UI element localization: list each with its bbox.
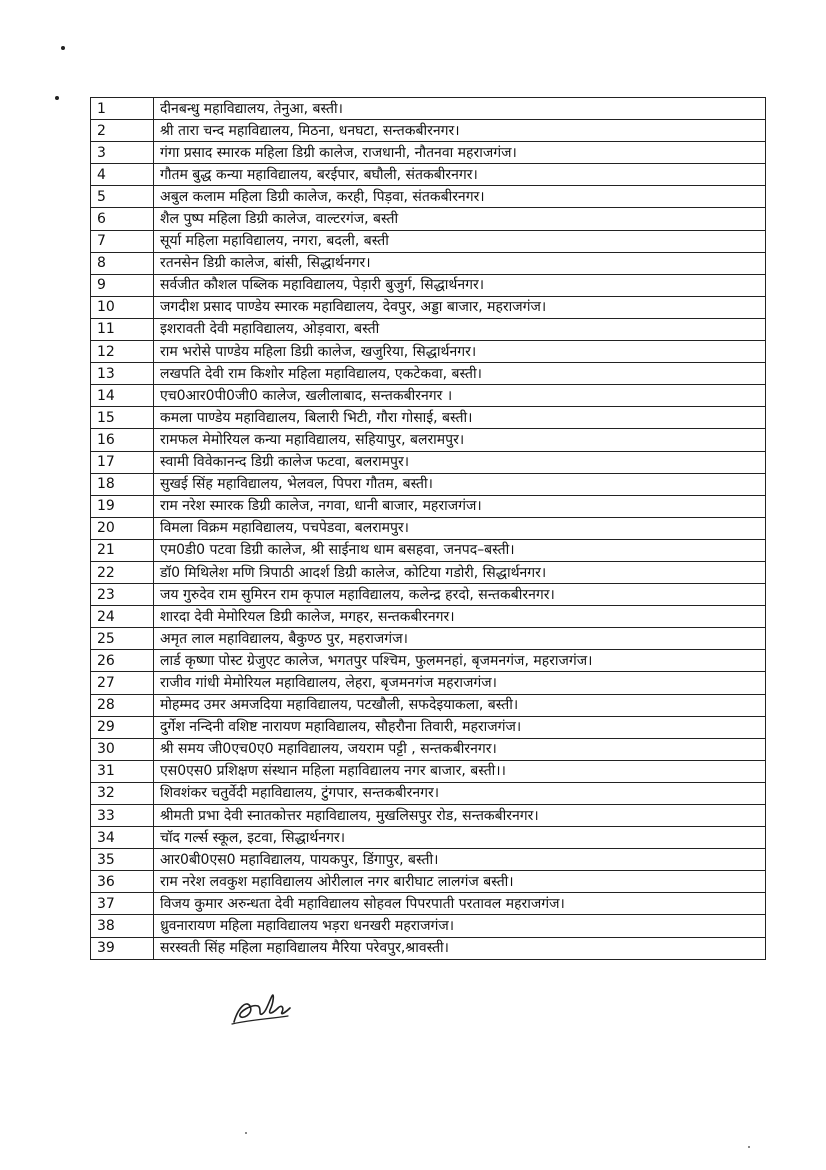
- table-row: [91, 385, 766, 407]
- table-row: [91, 341, 766, 363]
- table-row: [91, 142, 766, 164]
- table-row: [91, 451, 766, 473]
- serial-number: 35: [91, 849, 154, 871]
- serial-number: 21: [91, 539, 154, 561]
- serial-number: 12: [91, 341, 154, 363]
- college-name: एच0आर0पी0जी0 कालेज, खलीलाबाद, सन्तकबीरनगर ।: [154, 385, 766, 407]
- serial-number: 22: [91, 561, 154, 583]
- serial-number: 16: [91, 429, 154, 451]
- serial-number: 38: [91, 915, 154, 937]
- college-name: स्वामी विवेकानन्द डिग्री कालेज फटवा, बलरामपुर।: [154, 451, 766, 473]
- table-row: [91, 407, 766, 429]
- table-row: [91, 805, 766, 827]
- serial-number: 11: [91, 318, 154, 340]
- college-name: जगदीश प्रसाद पाण्डेय स्मारक महाविद्यालय, देवपुर, अड्डा बाजार, महराजगंज।: [154, 296, 766, 318]
- serial-number: 31: [91, 760, 154, 782]
- serial-number: 27: [91, 672, 154, 694]
- table-row: [91, 694, 766, 716]
- table-row: [91, 363, 766, 385]
- serial-number: 3: [91, 142, 154, 164]
- table-row: [91, 473, 766, 495]
- college-name: ध्रुवनारायण महिला महाविद्यालय भड़रा धनखरी महराजगंज।: [154, 915, 766, 937]
- table-row: [91, 186, 766, 208]
- serial-number: 37: [91, 893, 154, 915]
- serial-number: 36: [91, 871, 154, 893]
- college-name: सुखई सिंह महाविद्यालय, भेलवल, पिपरा गौतम, बस्ती।: [154, 473, 766, 495]
- serial-number: 4: [91, 164, 154, 186]
- table-row: [91, 318, 766, 340]
- college-name: श्री तारा चन्द महाविद्यालय, मिठना, धनघटा, सन्तकबीरनगर।: [154, 120, 766, 142]
- table-row: [91, 561, 766, 583]
- college-name: एस0एस0 प्रशिक्षण संस्थान महिला महाविद्यालय नगर बाजार, बस्ती।।: [154, 760, 766, 782]
- scan-speck: [748, 1146, 750, 1148]
- serial-number: 33: [91, 805, 154, 827]
- college-name: गंगा प्रसाद स्मारक महिला डिग्री कालेज, राजधानी, नौतनवा महराजगंज।: [154, 142, 766, 164]
- serial-number: 2: [91, 120, 154, 142]
- college-name: लखपति देवी राम किशोर महिला महाविद्यालय, एकटेकवा, बस्ती।: [154, 363, 766, 385]
- serial-number: 19: [91, 495, 154, 517]
- scan-speck: [61, 46, 65, 50]
- table-row: [91, 164, 766, 186]
- serial-number: 1: [91, 98, 154, 120]
- college-name: विजय कुमार अरुन्धता देवी महाविद्यालय सोहवल पिपरपाती परतावल महराजगंज।: [154, 893, 766, 915]
- college-name: राम नरेश लवकुश महाविद्यालय ओरीलाल नगर बारीघाट लालगंज बस्ती।: [154, 871, 766, 893]
- serial-number: 25: [91, 628, 154, 650]
- table-row: [91, 716, 766, 738]
- serial-number: 7: [91, 230, 154, 252]
- table-row: [91, 252, 766, 274]
- serial-number: 29: [91, 716, 154, 738]
- college-name: दीनबन्धु महाविद्यालय, तेनुआ, बस्ती।: [154, 98, 766, 120]
- table-row: [91, 937, 766, 959]
- college-name: राजीव गांधी मेमोरियल महाविद्यालय, लेहरा, बृजमनगंज महराजगंज।: [154, 672, 766, 694]
- serial-number: 17: [91, 451, 154, 473]
- scan-speck: [55, 96, 59, 100]
- serial-number: 14: [91, 385, 154, 407]
- table-row: [91, 871, 766, 893]
- serial-number: 13: [91, 363, 154, 385]
- serial-number: 15: [91, 407, 154, 429]
- serial-number: 8: [91, 252, 154, 274]
- serial-number: 30: [91, 738, 154, 760]
- table-row: [91, 98, 766, 120]
- scan-speck: [245, 1132, 247, 1134]
- college-name: श्रीमती प्रभा देवी स्नातकोत्तर महाविद्यालय, मुखलिसपुर रोड, सन्तकबीरनगर।: [154, 805, 766, 827]
- serial-number: 5: [91, 186, 154, 208]
- college-name: राम नरेश स्मारक डिग्री कालेज, नगवा, धानी बाजार, महराजगंज।: [154, 495, 766, 517]
- college-name: इशरावती देवी महाविद्यालय, ओड़वारा, बस्ती: [154, 318, 766, 340]
- table-row: [91, 738, 766, 760]
- college-name: शैल पुष्प महिला डिग्री कालेज, वाल्टरगंज, बस्ती: [154, 208, 766, 230]
- serial-number: 20: [91, 517, 154, 539]
- serial-number: 10: [91, 296, 154, 318]
- serial-number: 18: [91, 473, 154, 495]
- table-row: [91, 274, 766, 296]
- college-name: श्री समय जी0एच0ए0 महाविद्यालय, जयराम पट्टी , सन्तकबीरनगर।: [154, 738, 766, 760]
- serial-number: 23: [91, 584, 154, 606]
- serial-number: 34: [91, 827, 154, 849]
- serial-number: 26: [91, 650, 154, 672]
- table-row: [91, 495, 766, 517]
- table-row: [91, 429, 766, 451]
- college-name: मोहम्मद उमर अमजदिया महाविद्यालय, पटखौली, सफदेइयाकला, बस्ती।: [154, 694, 766, 716]
- table-row: [91, 517, 766, 539]
- table-row: [91, 760, 766, 782]
- college-name: राम भरोसे पाण्डेय महिला डिग्री कालेज, खजुरिया, सिद्धार्थनगर।: [154, 341, 766, 363]
- table-row: [91, 650, 766, 672]
- college-name: अमृत लाल महाविद्यालय, बैकुण्ठ पुर, महराजगंज।: [154, 628, 766, 650]
- serial-number: 39: [91, 937, 154, 959]
- table-row: [91, 539, 766, 561]
- serial-number: 6: [91, 208, 154, 230]
- college-name: चॉद गर्ल्स स्कूल, इटवा, सिद्धार्थनगर।: [154, 827, 766, 849]
- serial-number: 24: [91, 606, 154, 628]
- college-list-table: [90, 97, 766, 960]
- college-name: शिवशंकर चतुर्वेदी महाविद्यालय, टुंगपार, सन्तकबीरनगर।: [154, 782, 766, 804]
- table-row: [91, 584, 766, 606]
- table-row: [91, 849, 766, 871]
- table-row: [91, 230, 766, 252]
- table-row: [91, 672, 766, 694]
- table-row: [91, 296, 766, 318]
- table-row: [91, 208, 766, 230]
- college-name: डॉ0 मिथिलेश मणि त्रिपाठी आदर्श डिग्री कालेज, कोटिया गडोरी, सिद्धार्थनगर।: [154, 561, 766, 583]
- college-name: सर्वजीत कौशल पब्लिक महाविद्यालय, पेड़ारी बुजुर्ग, सिद्धार्थनगर।: [154, 274, 766, 296]
- college-name: कमला पाण्डेय महाविद्यालय, बिलारी भिटी, गौरा गोसाई, बस्ती।: [154, 407, 766, 429]
- signature: [228, 986, 300, 1030]
- college-name: जय गुरुदेव राम सुमिरन राम कृपाल महाविद्यालय, कलेन्द्र हरदो, सन्तकबीरनगर।: [154, 584, 766, 606]
- college-name: विमला विक्रम महाविद्यालय, पचपेडवा, बलरामपुर।: [154, 517, 766, 539]
- table-row: [91, 915, 766, 937]
- serial-number: 28: [91, 694, 154, 716]
- college-name: गौतम बुद्ध कन्या महाविद्यालय, बरईपार, बघौली, संतकबीरनगर।: [154, 164, 766, 186]
- table-row: [91, 120, 766, 142]
- college-list-body: [91, 98, 766, 960]
- table-row: [91, 606, 766, 628]
- serial-number: 32: [91, 782, 154, 804]
- college-name: रतनसेन डिग्री कालेज, बांसी, सिद्धार्थनगर।: [154, 252, 766, 274]
- college-name: शारदा देवी मेमोरियल डिग्री कालेज, मगहर, सन्तकबीरनगर।: [154, 606, 766, 628]
- college-name: सरस्वती सिंह महिला महाविद्यालय मैरिया परेवपुर,श्रावस्ती।: [154, 937, 766, 959]
- table-row: [91, 893, 766, 915]
- serial-number: 9: [91, 274, 154, 296]
- college-name: दुर्गेश नन्दिनी वशिष्ट नारायण महाविद्यालय, सौहरौना तिवारी, महराजगंज।: [154, 716, 766, 738]
- college-name: आर0बी0एस0 महाविद्यालय, पायकपुर, डिंगापुर, बस्ती।: [154, 849, 766, 871]
- college-name: सूर्या महिला महाविद्यालय, नगरा, बदली, बस्ती: [154, 230, 766, 252]
- table-row: [91, 827, 766, 849]
- table-row: [91, 782, 766, 804]
- college-name: अबुल कलाम महिला डिग्री कालेज, करही, पिड़वा, संतकबीरनगर।: [154, 186, 766, 208]
- table-row: [91, 628, 766, 650]
- college-name: रामफल मेमोरियल कन्या महाविद्यालय, सहियापुर, बलरामपुर।: [154, 429, 766, 451]
- college-name: लार्ड कृष्णा पोस्ट ग्रेजुएट कालेज, भगतपुर पश्चिम, फुलमनहां, बृजमनगंज, महराजगंज।: [154, 650, 766, 672]
- college-name: एम0डी0 पटवा डिग्री कालेज, श्री साईनाथ धाम बसहवा, जनपद–बस्ती।: [154, 539, 766, 561]
